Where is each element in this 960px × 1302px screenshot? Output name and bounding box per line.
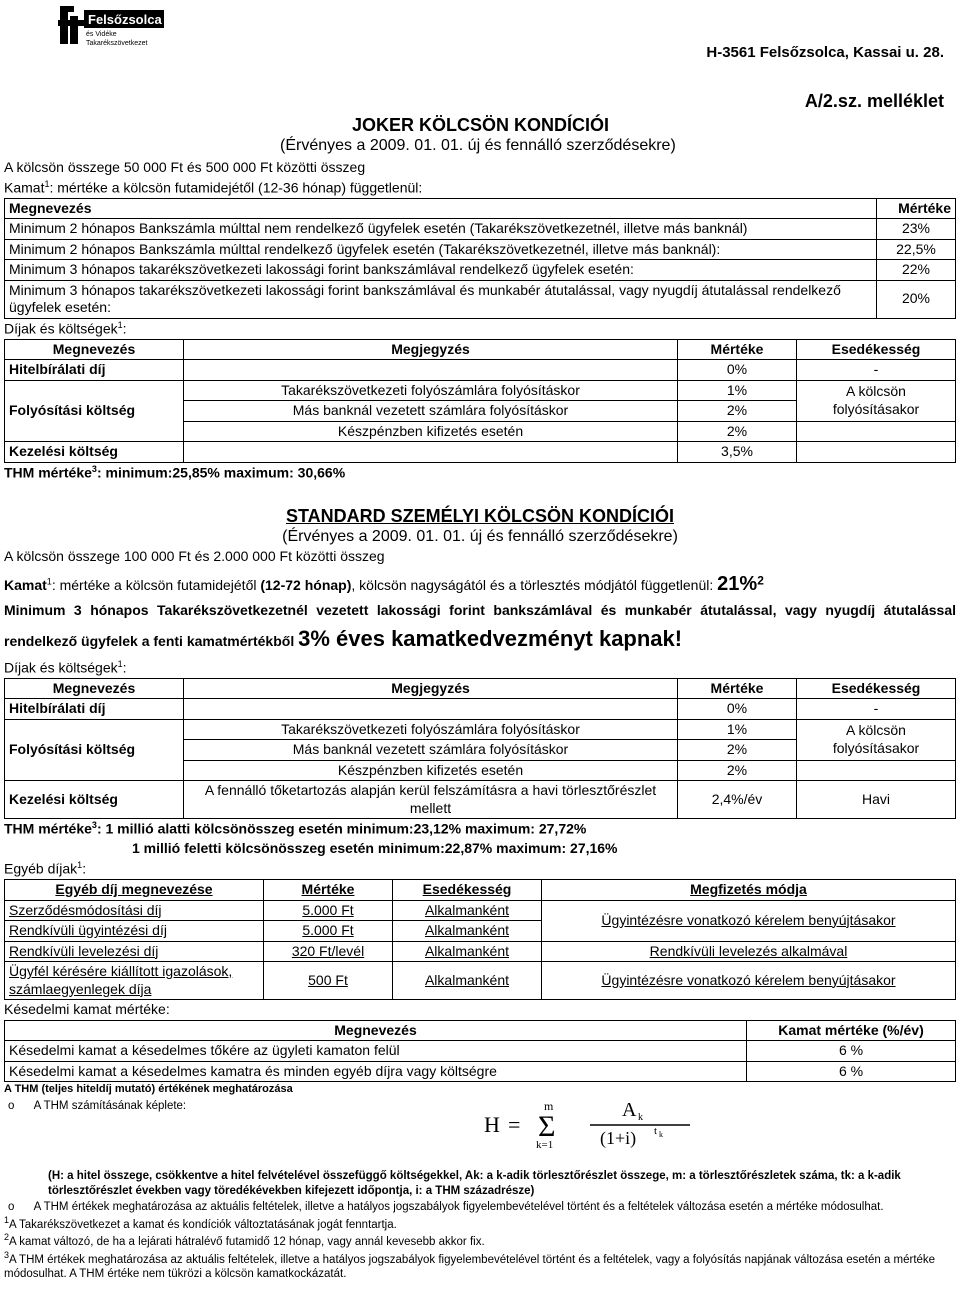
explanation-text: (H: a hitel összege, csökkentve a hitel felvételével összefüggő költségekkel, Ak: a k-adik törlesztőrészlet összege, m: a törlesztőrészletek száma, tk: a k-adik törlesztőrészlet években vagy töredékévekben kifejezett időpontja, i: a THM századrésze) (48, 1170, 901, 1197)
fee-note: Készpénzben kifizetés esetén (184, 421, 678, 442)
other-header-payment: Megfizetés módja (542, 880, 956, 901)
interest-text: : mértéke a kölcsön futamidejétől (49, 179, 259, 196)
fee-value: 2% (678, 760, 797, 781)
table-row (5, 699, 956, 720)
interest-text: : mértéke a kölcsön futamidejétől (51, 576, 261, 593)
fee-note (184, 442, 678, 463)
footnote-ref-3: 3 (91, 463, 97, 474)
other-fee-payment: Ügyintézésre vonatkozó kérelem benyújtásakor (542, 962, 956, 1000)
fee-value: 0% (678, 360, 797, 381)
fee-value: 2% (678, 401, 797, 422)
formula-sigma: Σ (538, 1110, 556, 1144)
table-row (5, 900, 956, 921)
fee-name: Hitelbírálati díj (5, 699, 184, 720)
rate-row-value: 22% (877, 260, 956, 281)
rate-row-label: Minimum 3 hónapos takarékszövetkezeti lakossági forint bankszámlával és munkabér átutalással, vagy nyugdíj átutalással rendelkező ügyfelek esetén: (5, 280, 877, 318)
fee-note: Készpénzben kifizetés esetén (184, 760, 678, 781)
fees-header-due: Esedékesség (797, 339, 956, 360)
bullet-icon: o (8, 1099, 15, 1112)
footnote-text: A THM értékek meghatározása az aktuális feltételek, illetve a hatályos jogszabályok figyelembevételével történt és a feltételek, vagy a folyósítás napjának változása esetén a mértéke módosulhat. A THM értéke nem tükrözi a kölcsön kamatkockázatát. (4, 1253, 936, 1280)
footnote-num: 1 (4, 1215, 10, 1226)
document-page (4, 0, 956, 1280)
table-row (5, 1061, 956, 1082)
interest-text-end: , kölcsön nagyságától és a törlesztés módjától függetlenül: (351, 576, 718, 593)
main-content (4, 158, 956, 1281)
fee-name: Folyósítási költség (5, 719, 184, 781)
fee-value: 1% (678, 719, 797, 740)
fees-header-name: Megnevezés (5, 339, 184, 360)
joker-rate-table (4, 198, 956, 319)
discount-highlight: 3% éves kamatkedvezményt kapnak! (298, 626, 683, 652)
thm-line1: : 1 millió alatti kölcsönösszeg esetén minimum:23,12% maximum: 27,72% (96, 820, 587, 837)
standard-thm-line2: 1 millió feletti kölcsönösszeg esetén minimum:22,87% maximum: 27,16% (132, 840, 618, 857)
formula-denominator-sup: t (654, 1125, 658, 1138)
footnote-2 (4, 1232, 956, 1249)
fee-name: Kezelési költség (5, 442, 184, 463)
rate-row-label: Minimum 2 hónapos Bankszámla múlttal nem rendelkező ügyfelek esetén (Takarékszövetkezetnél, illetve más banknál) (5, 219, 877, 240)
rate-row-label: Minimum 3 hónapos takarékszövetkezeti lakossági forint bankszámlával rendelkező ügyfelek esetén: (5, 260, 877, 281)
interest-rate: 21% (717, 572, 758, 595)
table-row (5, 380, 956, 401)
formula-denominator-sub: k (659, 1130, 663, 1140)
footnote-1 (4, 1215, 956, 1232)
thm-value: : minimum:25,85% maximum: 30,66% (96, 464, 346, 481)
late-header-name: Megnevezés (5, 1020, 747, 1041)
fee-note: Takarékszövetkezeti folyószámlára folyósításkor (184, 719, 678, 740)
rate-header-value: Mértéke (877, 198, 956, 219)
discount-text: Minimum 3 hónapos Takarékszövetkezetnél vezetett lakossági forint bankszámlával és munkabér átutalással, vagy nyugdíj átutalással rendelkező ügyfelek a fenti kamatmértékből (4, 601, 956, 650)
footnote-ref-1: 1 (44, 178, 50, 189)
bullet-icon: o (8, 1200, 15, 1213)
fee-value: 2% (678, 740, 797, 761)
interest-label: Kamat (4, 576, 47, 593)
note2-text: A THM értékek meghatározása az aktuális feltételek, illetve a hatályos jogszabályok figyelembevételével történt és a feltételek változása esetén a mértéke módosulhat. (33, 1200, 884, 1213)
thm-explanation (4, 1168, 956, 1199)
table-row (5, 719, 956, 740)
formula-denominator: (1+i) (600, 1128, 637, 1149)
interest-term: (12-36 hónap) (258, 179, 346, 196)
table-row (5, 260, 956, 281)
fee-due: A kölcsön folyósításakor (797, 719, 956, 760)
appendix-label: A/2.sz. melléklet (804, 91, 944, 111)
fee-due (797, 421, 956, 442)
joker-fees-label: Díjak és költségek$^1$: (4, 319, 127, 337)
joker-title: JOKER KÖLCSÖN KONDÍCIÓI (352, 115, 610, 135)
joker-amount: A kölcsön összege 50 000 Ft és 500 000 Ft közötti összeg (4, 159, 366, 175)
other-fee-payment: Ügyintézésre vonatkozó kérelem benyújtásakor (542, 900, 956, 941)
formula-top: m (544, 1099, 554, 1114)
formula-lhs: H (484, 1112, 500, 1138)
footnote-3 (4, 1250, 956, 1282)
standard-fees-label: Díjak és költségek$^1$: (4, 658, 127, 676)
thm-label: THM mértéke (4, 820, 92, 837)
fee-value: 1% (678, 380, 797, 401)
fee-note (184, 699, 678, 720)
fees-header-note: Megjegyzés (184, 678, 678, 699)
other-fees-table (4, 879, 956, 1000)
fee-due: - (797, 699, 956, 720)
table-row (5, 941, 956, 962)
fee-value: 2% (678, 421, 797, 442)
fee-due (797, 760, 956, 781)
footnote-num: 3 (4, 1249, 10, 1260)
other-fee-name: Rendkívüli ügyintézési díj (5, 921, 264, 942)
late-row-label: Késedelmi kamat a késedelmes kamatra és minden egyéb díjra vagy költségre (5, 1061, 747, 1082)
footnote-num: 2 (4, 1232, 10, 1243)
rate-row-label: Minimum 2 hónapos Bankszámla múlttal rendelkező ügyfelek esetén (Takarékszövetkezetnél, illetve más banknál): (5, 239, 877, 260)
other-fee-name: Szerződésmódosítási díj (5, 900, 264, 921)
fees-header-due: Esedékesség (797, 678, 956, 699)
fee-note: Takarékszövetkezeti folyószámlára folyósításkor (184, 380, 678, 401)
formula-bottom: k=1 (536, 1139, 554, 1151)
fee-due (797, 442, 956, 463)
other-fees-label: Egyéb díjak$^1$: (4, 859, 87, 877)
other-fee-value: 500 Ft (264, 962, 393, 1000)
table-row (5, 962, 956, 1000)
footnote-text: A Takarékszövetkezet a kamat és kondíciók változtatásának jogát fenntartja. (9, 1219, 397, 1232)
standard-validity: (Érvényes a 2009. 01. 01. új és fennálló szerződésekre) (282, 528, 678, 546)
fee-name: Kezelési költség (5, 781, 184, 819)
thm-definition-heading: A THM (teljes hiteldíj mutató) értékének meghatározása (4, 1083, 293, 1096)
interest-term: (12-72 hónap) (260, 576, 352, 593)
joker-validity: (Érvényes a 2009. 01. 01. új és fennálló szerződésekre) (280, 137, 676, 154)
fee-value: 2,4%/év (678, 781, 797, 819)
formula-numerator: A (622, 1099, 637, 1122)
formula-numerator-sub: k (638, 1112, 643, 1124)
fee-value: 0% (678, 699, 797, 720)
other-fee-due: Alkalmanként (393, 962, 542, 1000)
late-interest-label: Késedelmi kamat mértéke: (4, 1001, 170, 1018)
footnote-ref-2: 2 (757, 573, 764, 588)
joker-interest (4, 178, 956, 198)
table-row (5, 360, 956, 381)
table-row (5, 1041, 956, 1062)
standard-title: STANDARD SZEMÉLYI KÖLCSÖN KONDÍCIÓI (285, 505, 675, 526)
other-header-value: Mértéke (264, 880, 393, 901)
footnote-ref-3: 3 (91, 820, 97, 831)
other-fee-due: Alkalmanként (393, 921, 542, 942)
bank-logo (56, 2, 166, 48)
joker-fees-table (4, 339, 956, 463)
other-fee-due: Alkalmanként (393, 941, 542, 962)
other-fee-value: 5.000 Ft (264, 900, 393, 921)
standard-thm (4, 819, 956, 839)
late-header-rate: Kamat mértéke (%/év) (747, 1020, 956, 1041)
other-fees-label-text: Egyéb díjak (4, 860, 78, 877)
fees-header-value: Mértéke (678, 678, 797, 699)
thm-formula-svg (482, 1096, 702, 1150)
other-header-name: Egyéb díj megnevezése (5, 880, 264, 901)
standard-fees-table (4, 678, 956, 820)
formula-label-text: A THM számításának képlete: (33, 1099, 187, 1112)
late-interest-table (4, 1020, 956, 1083)
table-row (5, 219, 956, 240)
fees-header-value: Mértéke (678, 339, 797, 360)
other-fee-due: Alkalmanként (393, 900, 542, 921)
footnote-ref-1: 1 (117, 319, 123, 330)
fee-value: 3,5% (678, 442, 797, 463)
table-row (5, 442, 956, 463)
standard-interest (4, 571, 956, 598)
rate-row-value: 23% (877, 219, 956, 240)
fee-note (184, 360, 678, 381)
table-row (5, 781, 956, 819)
formula-eq: = (508, 1112, 521, 1138)
late-row-label: Késedelmi kamat a késedelmes tőkére az ügyleti kamaton felül (5, 1041, 747, 1062)
fees-header-name: Megnevezés (5, 678, 184, 699)
interest-label: Kamat (4, 179, 45, 196)
other-fee-name: Rendkívüli levelezési díj (5, 941, 264, 962)
fees-header-note: Megjegyzés (184, 339, 678, 360)
table-row (5, 239, 956, 260)
rate-header-name: Megnevezés (5, 198, 877, 219)
footnote-ref-1: 1 (77, 859, 83, 870)
fees-label-text: Díjak és költségek (4, 320, 118, 337)
other-header-due: Esedékesség (393, 880, 542, 901)
fee-note: Más banknál vezetett számlára folyósításkor (184, 401, 678, 422)
fee-due: Havi (797, 781, 956, 819)
thm-note2 (4, 1199, 956, 1215)
footnote-text: A kamat változó, de ha a lejárati hátralévő futamidő 12 hónap, vagy annál kevesebb akkor fix. (9, 1236, 485, 1249)
fee-note: A fennálló tőketartozás alapján kerül felszámításra a havi törlesztőrészlet mellett (184, 781, 678, 819)
other-fee-value: 320 Ft/levél (264, 941, 393, 962)
standard-amount: A kölcsön összege 100 000 Ft és 2.000 000 Ft közötti összeg (4, 548, 385, 565)
late-row-value: 6 % (747, 1041, 956, 1062)
rate-row-value: 22,5% (877, 239, 956, 260)
table-row (5, 280, 956, 318)
fees-label-text: Díjak és költségek (4, 659, 118, 676)
logo-line1: Felsőzsolca (88, 12, 162, 27)
other-fee-value: 5.000 Ft (264, 921, 393, 942)
other-fee-payment: Rendkívüli levelezés alkalmával (542, 941, 956, 962)
fee-note: Más banknál vezetett számlára folyósításkor (184, 740, 678, 761)
fee-name: Folyósítási költség (5, 380, 184, 442)
rate-row-value: 20% (877, 280, 956, 318)
fee-due: - (797, 360, 956, 381)
fee-due: A kölcsön folyósításakor (797, 380, 956, 421)
thm-formula-label (4, 1098, 956, 1114)
late-row-value: 6 % (747, 1061, 956, 1082)
footnote-ref-1: 1 (117, 658, 123, 669)
footnote-ref-1: 1 (46, 576, 52, 587)
other-fee-name: Ügyfél kérésére kiállított igazolások, számlaegyenlegek díja (5, 962, 264, 1000)
logo-line2: és Vidéke (86, 31, 117, 38)
standard-discount (4, 598, 956, 658)
fee-name: Hitelbírálati díj (5, 360, 184, 381)
thm-label: THM mértéke (4, 464, 92, 481)
bank-address: H-3561 Felsőzsolca, Kassai u. 28. (706, 44, 944, 61)
header (4, 0, 956, 111)
logo-line3: Takarékszövetkezet (86, 40, 148, 47)
joker-thm (4, 463, 956, 483)
interest-text-end: függetlenül: (345, 179, 423, 196)
